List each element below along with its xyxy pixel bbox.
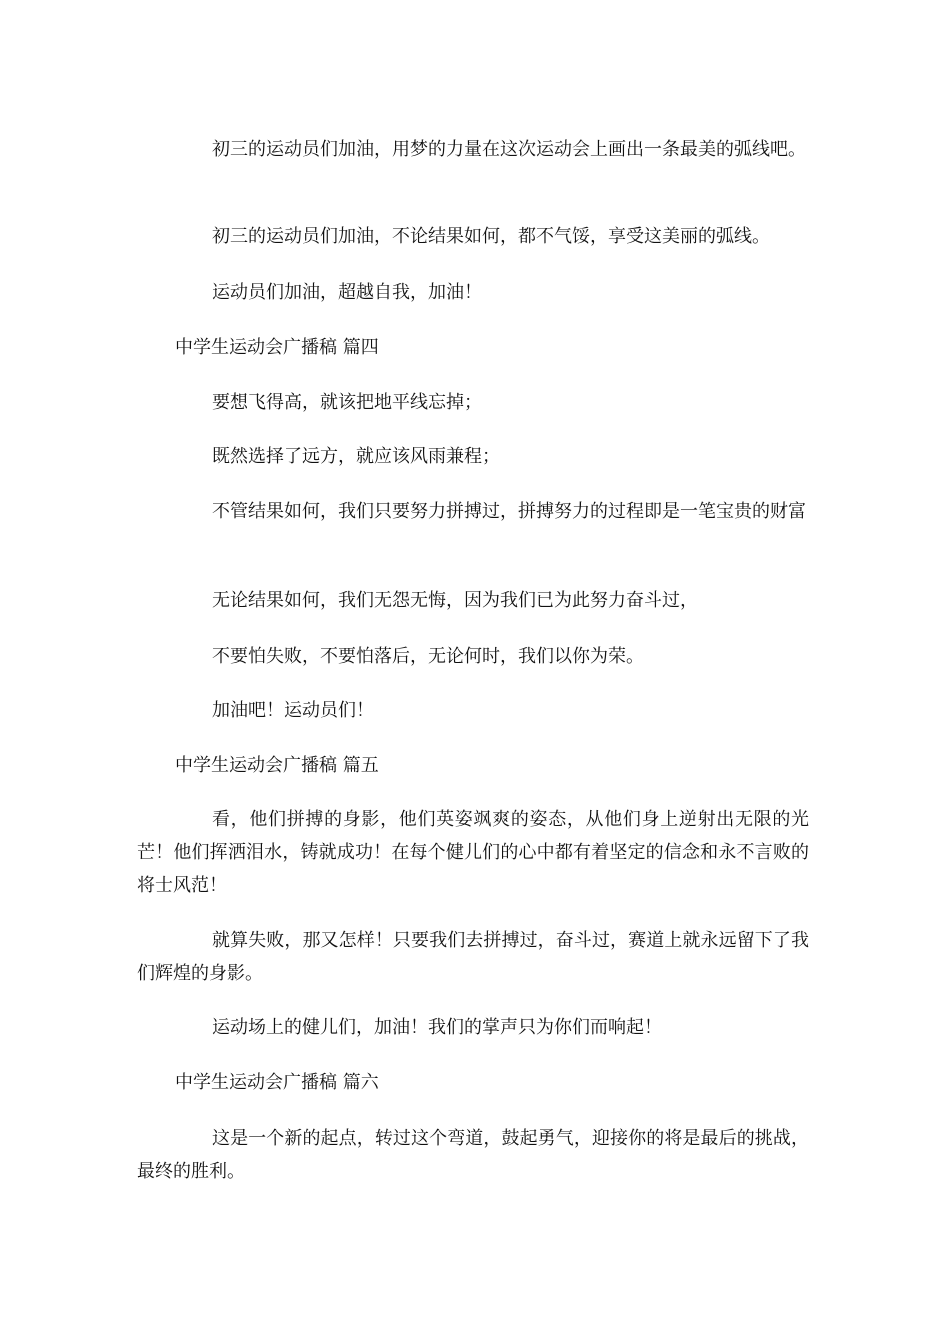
paragraph-choose-distance: 既然选择了远方，就应该风雨兼程； (212, 446, 500, 467)
section-heading-part4: 中学生运动会广播稿 篇四 (175, 337, 379, 358)
paragraph-even-if-fail: 就算失败，那又怎样！只要我们去拼搏过，奋斗过，赛道上就永远留下了我们辉煌的身影。 (137, 930, 809, 984)
paragraph-cheer-surpass-self: 运动员们加油，超越自我，加油！ (212, 282, 482, 303)
paragraph-new-starting-point: 这是一个新的起点，转过这个弯道，鼓起勇气，迎接你的将是最后的挑战，最终的胜利。 (137, 1128, 809, 1182)
paragraph-fly-high: 要想飞得高，就该把地平线忘掉； (212, 392, 482, 413)
paragraph-dont-fear-failure: 不要怕失败，不要怕落后，无论何时，我们以你为荣。 (212, 646, 644, 667)
paragraph-precious-wealth: 不管结果如何，我们只要努力拼搏过，拼搏努力的过程即是一笔宝贵的财富 (212, 501, 806, 522)
paragraph-no-regrets: 无论结果如何，我们无怨无悔，因为我们已为此努力奋斗过， (212, 590, 698, 611)
section-heading-part5: 中学生运动会广播稿 篇五 (175, 755, 379, 776)
paragraph-cheer-grade3-no-discouragement: 初三的运动员们加油，不论结果如何，都不气馁，享受这美丽的弧线。 (212, 226, 770, 247)
section-heading-part6: 中学生运动会广播稿 篇六 (175, 1072, 379, 1093)
paragraph-cheer-grade3-arc: 初三的运动员们加油，用梦的力量在这次运动会上画出一条最美的弧线吧。 (212, 139, 806, 160)
paragraph-go-athletes: 加油吧！运动员们！ (212, 700, 374, 721)
paragraph-applause: 运动场上的健儿们，加油！我们的掌声只为你们而响起！ (212, 1017, 662, 1038)
paragraph-striving-figures: 看，他们拼搏的身影，他们英姿飒爽的姿态，从他们身上逆射出无限的光芒！他们挥洒泪水，铸就成功！在每个健儿们的心中都有着坚定的信念和永不言败的将士风范！ (137, 809, 809, 896)
